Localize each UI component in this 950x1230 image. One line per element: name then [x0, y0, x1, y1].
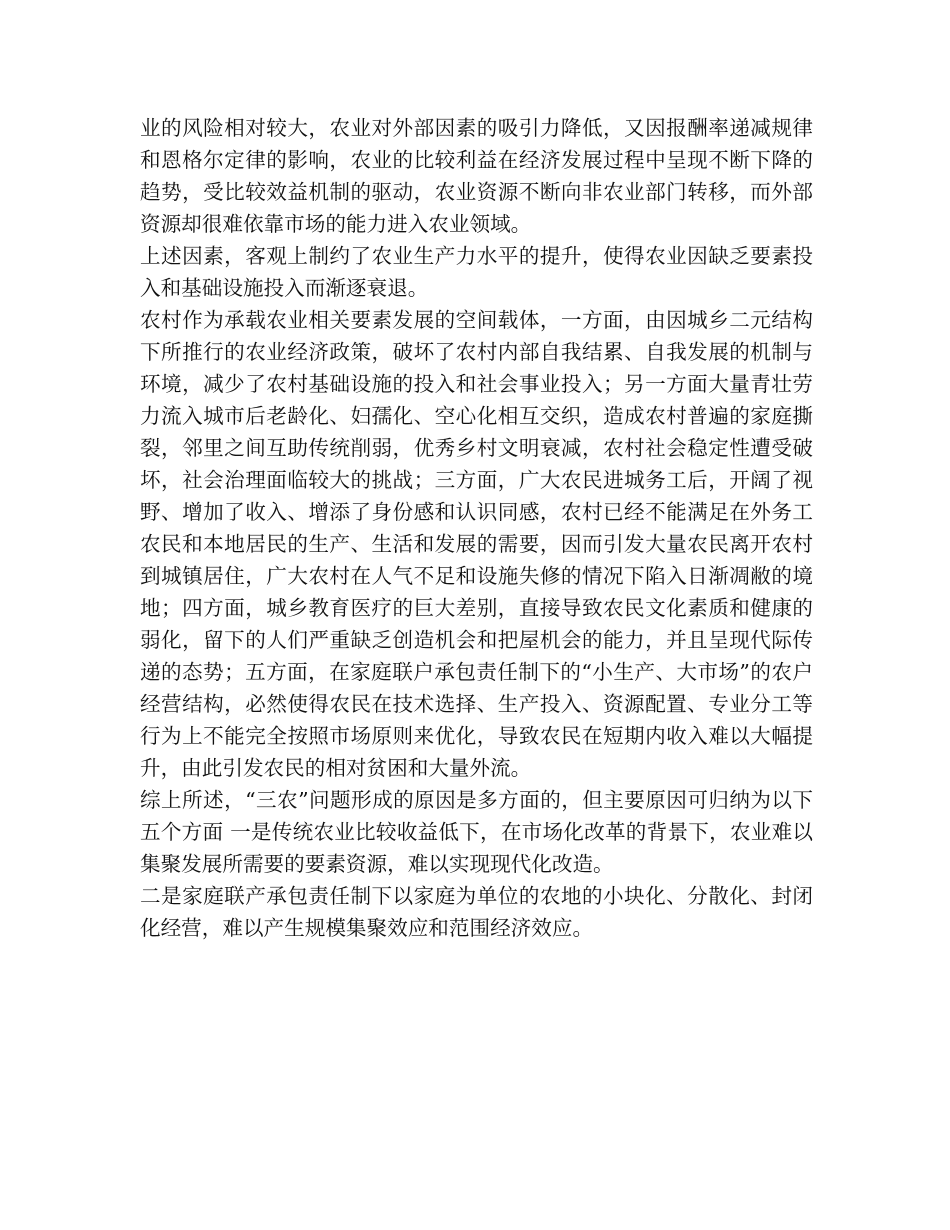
paragraph-three-rural-causes: 综上所述，“三农”问题形成的原因是多方面的，但主要原因可归纳为以下五个方面 一是传统农业比较收益低下，在市场化改革的背景下，农业难以集聚发展所需要的要素资源，难以实现现代化改造。	[140, 788, 813, 876]
paragraph-rural-issues: 农村作为承载农业相关要素发展的空间载体，一方面，由因城乡二元结构下所推行的农业经济政策，破坏了农村内部自我结累、自我发展的机制与环境，减少了农村基础设施的投入和社会事业投入；另一方面大量青壮劳力流入城市后老龄化、妇孺化、空心化相互交织，造成农村普遍的家庭撕裂，邻里之间互助传统削弱，优秀乡村文明衰减，农村社会稳定性遭受破坏，社会治理面临较大的挑战；三方面，广大农民进城务工后，开阔了视野、增加了收入、增添了身份感和认识同感，农村已经不能满足在外务工农民和本地居民的生产、生活和发展的需要，因而引发大量农民离开农村到城镇居住，广大农村在人气不足和设施失修的情况下陷入日渐凋敝的境地；四方面，城乡教育医疗的巨大差别，直接导致农民文化素质和健康的弱化，留下的人们严重缺乏创造机会和把屋机会的能力，并且呈现代际传递的态势；五方面，在家庭联户承包责任制下的“小生产、大市场”的农户经营结构，必然使得农民在技术选择、生产投入、资源配置、专业分工等行为上不能完全按照市场原则来优化，导致农民在短期内收入难以大幅提升，由此引发农民的相对贫困和大量外流。	[140, 308, 813, 780]
document-body	[140, 112, 813, 944]
paragraph-agricultural-risk: 业的风险相对较大，农业对外部因素的吸引力降低，又因报酬率递减规律和恩格尔定律的影响，农业的比较利益在经济发展过程中呈现不断下降的趋势，受比较效益机制的驱动，农业资源不断向非农业部门转移，而外部资源却很难依靠市场的能力进入农业领域。	[140, 116, 813, 236]
paragraph-household-contract-system: 二是家庭联产承包责任制下以家庭为单位的农地的小块化、分散化、封闭化经营，难以产生规模集聚效应和范围经济效应。	[140, 884, 813, 940]
paragraph-factor-summary: 上述因素，客观上制约了农业生产力水平的提升，使得农业因缺乏要素投入和基础设施投入而渐逐衰退。	[140, 244, 813, 300]
